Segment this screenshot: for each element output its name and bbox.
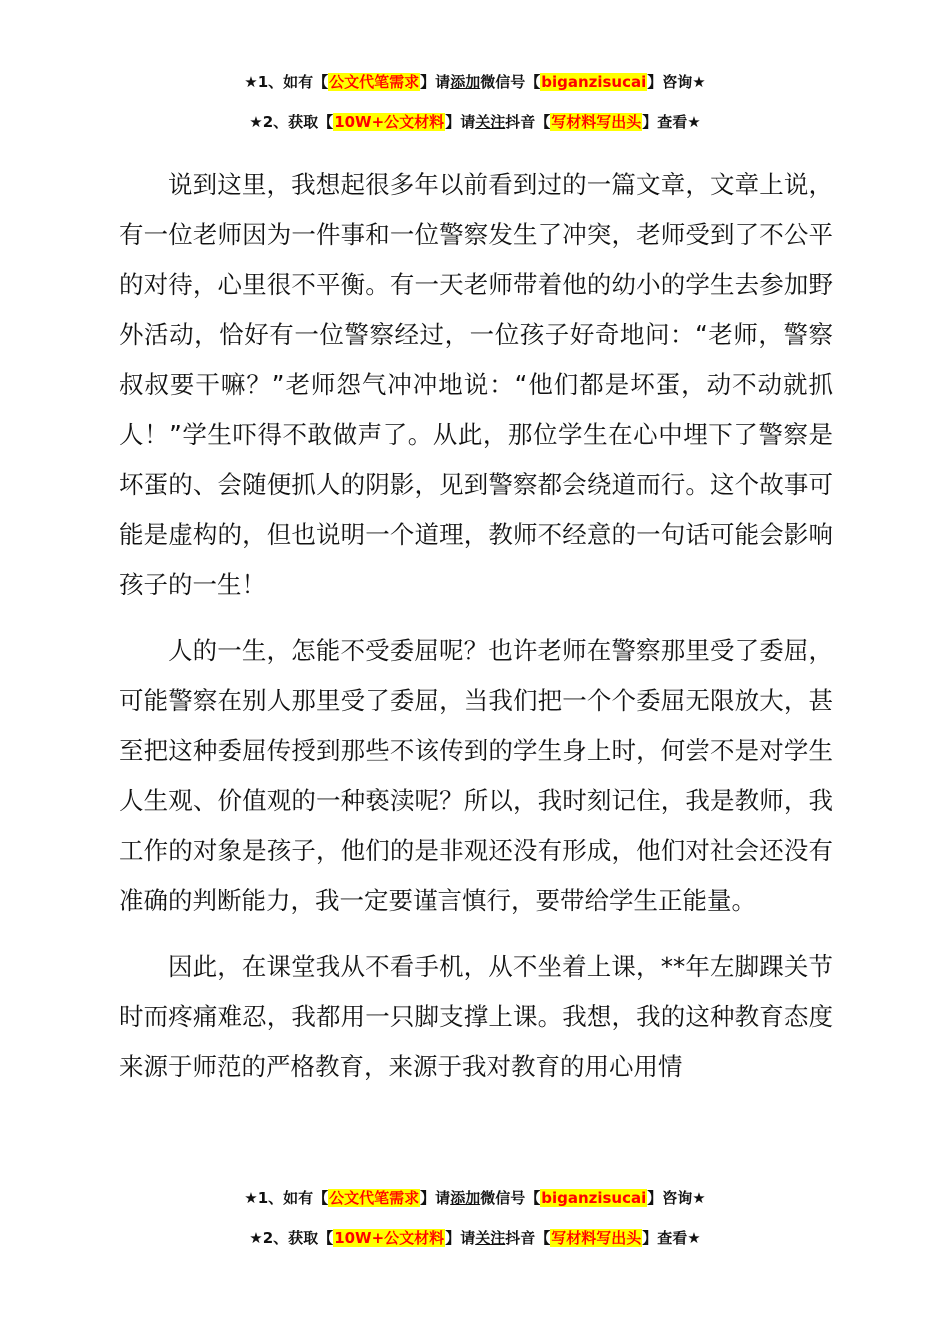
header-banner-line-1 xyxy=(0,71,950,93)
body-paragraph-3: 因此，在课堂我从不看手机，从不坐着上课，**年左脚踝关节时而疼痛难忍，我都用一只脚支撑上课。我想，我的这种教育态度来源于师范的严格教育，来源于我对教育的用心用情 xyxy=(119,952,833,1081)
header-line2-text-b: 抖音【 xyxy=(505,113,551,131)
footer-line2-prefix: ★2、获取【 xyxy=(249,1229,334,1247)
body-paragraph-2: 人的一生，怎能不受委屈呢？也许老师在警察那里受了委屈，可能警察在别人那里受了委屈，当我们把一个个委屈无限放大，甚至把这种委屈传授到那些不该传到的学生身上时，何尝不是对学生人生观、价值观的一种亵渎呢？所以，我时刻记住，我是教师，我工作的对象是孩子，他们的是非观还没有形成，他们对社会还没有准确的判断能力，我一定要谨言慎行，要带给学生正能量。 xyxy=(119,636,833,915)
footer-line1-service-highlight: 公文代笔需求 xyxy=(329,1189,420,1207)
footer-line1-prefix: ★1、如有【 xyxy=(244,1189,329,1207)
header-line1-service-highlight: 公文代笔需求 xyxy=(329,73,420,91)
footer-line2-douyin-highlight: 写材料写出头 xyxy=(551,1229,642,1247)
header-line2-douyin-highlight: 写材料写出头 xyxy=(551,113,642,131)
header-line2-suffix: 】查看★ xyxy=(642,113,701,131)
footer-line2-material-highlight: 10W+公文材料 xyxy=(334,1229,445,1247)
header-line2-follow-underlined: 关注 xyxy=(475,113,506,131)
footer-line1-wechat-id-highlight: biganzisucai xyxy=(541,1189,647,1207)
header-line2-prefix: ★2、获取【 xyxy=(249,113,334,131)
header-line1-add-underlined: 添加 xyxy=(450,73,481,91)
footer-line1-add-underlined: 添加 xyxy=(450,1189,481,1207)
footer-line1-text-b: 微信号【 xyxy=(480,1189,541,1207)
header-line1-text-b: 微信号【 xyxy=(480,73,541,91)
footer-banner-line-1 xyxy=(0,1187,950,1209)
footer-banner-line-2 xyxy=(0,1227,950,1249)
footer-line2-text-a: 】请 xyxy=(445,1229,476,1247)
header-line1-suffix: 】咨询★ xyxy=(647,73,706,91)
header-line2-text-a: 】请 xyxy=(445,113,476,131)
document-body xyxy=(119,160,833,1108)
body-paragraph-1: 说到这里，我想起很多年以前看到过的一篇文章，文章上说，有一位老师因为一件事和一位警察发生了冲突，老师受到了不公平的对待，心里很不平衡。有一天老师带着他的幼小的学生去参加野外活动，恰好有一位警察经过，一位孩子好奇地问：“老师，警察叔叔要干嘛？”老师怨气冲冲地说：“他们都是坏蛋，动不动就抓人！”学生吓得不敢做声了。从此，那位学生在心中埋下了警察是坏蛋的、会随便抓人的阴影，见到警察都会绕道而行。这个故事可能是虚构的，但也说明一个道理，教师不经意的一句话可能会影响孩子的一生！ xyxy=(119,170,833,599)
footer-line1-text-a: 】请 xyxy=(420,1189,451,1207)
footer-line1-suffix: 】咨询★ xyxy=(647,1189,706,1207)
header-line1-text-a: 】请 xyxy=(420,73,451,91)
header-line1-prefix: ★1、如有【 xyxy=(244,73,329,91)
header-banner-line-2 xyxy=(0,111,950,133)
footer-line2-follow-underlined: 关注 xyxy=(475,1229,506,1247)
header-line1-wechat-id-highlight: biganzisucai xyxy=(541,73,647,91)
footer-line2-suffix: 】查看★ xyxy=(642,1229,701,1247)
header-line2-material-highlight: 10W+公文材料 xyxy=(334,113,445,131)
footer-line2-text-b: 抖音【 xyxy=(505,1229,551,1247)
